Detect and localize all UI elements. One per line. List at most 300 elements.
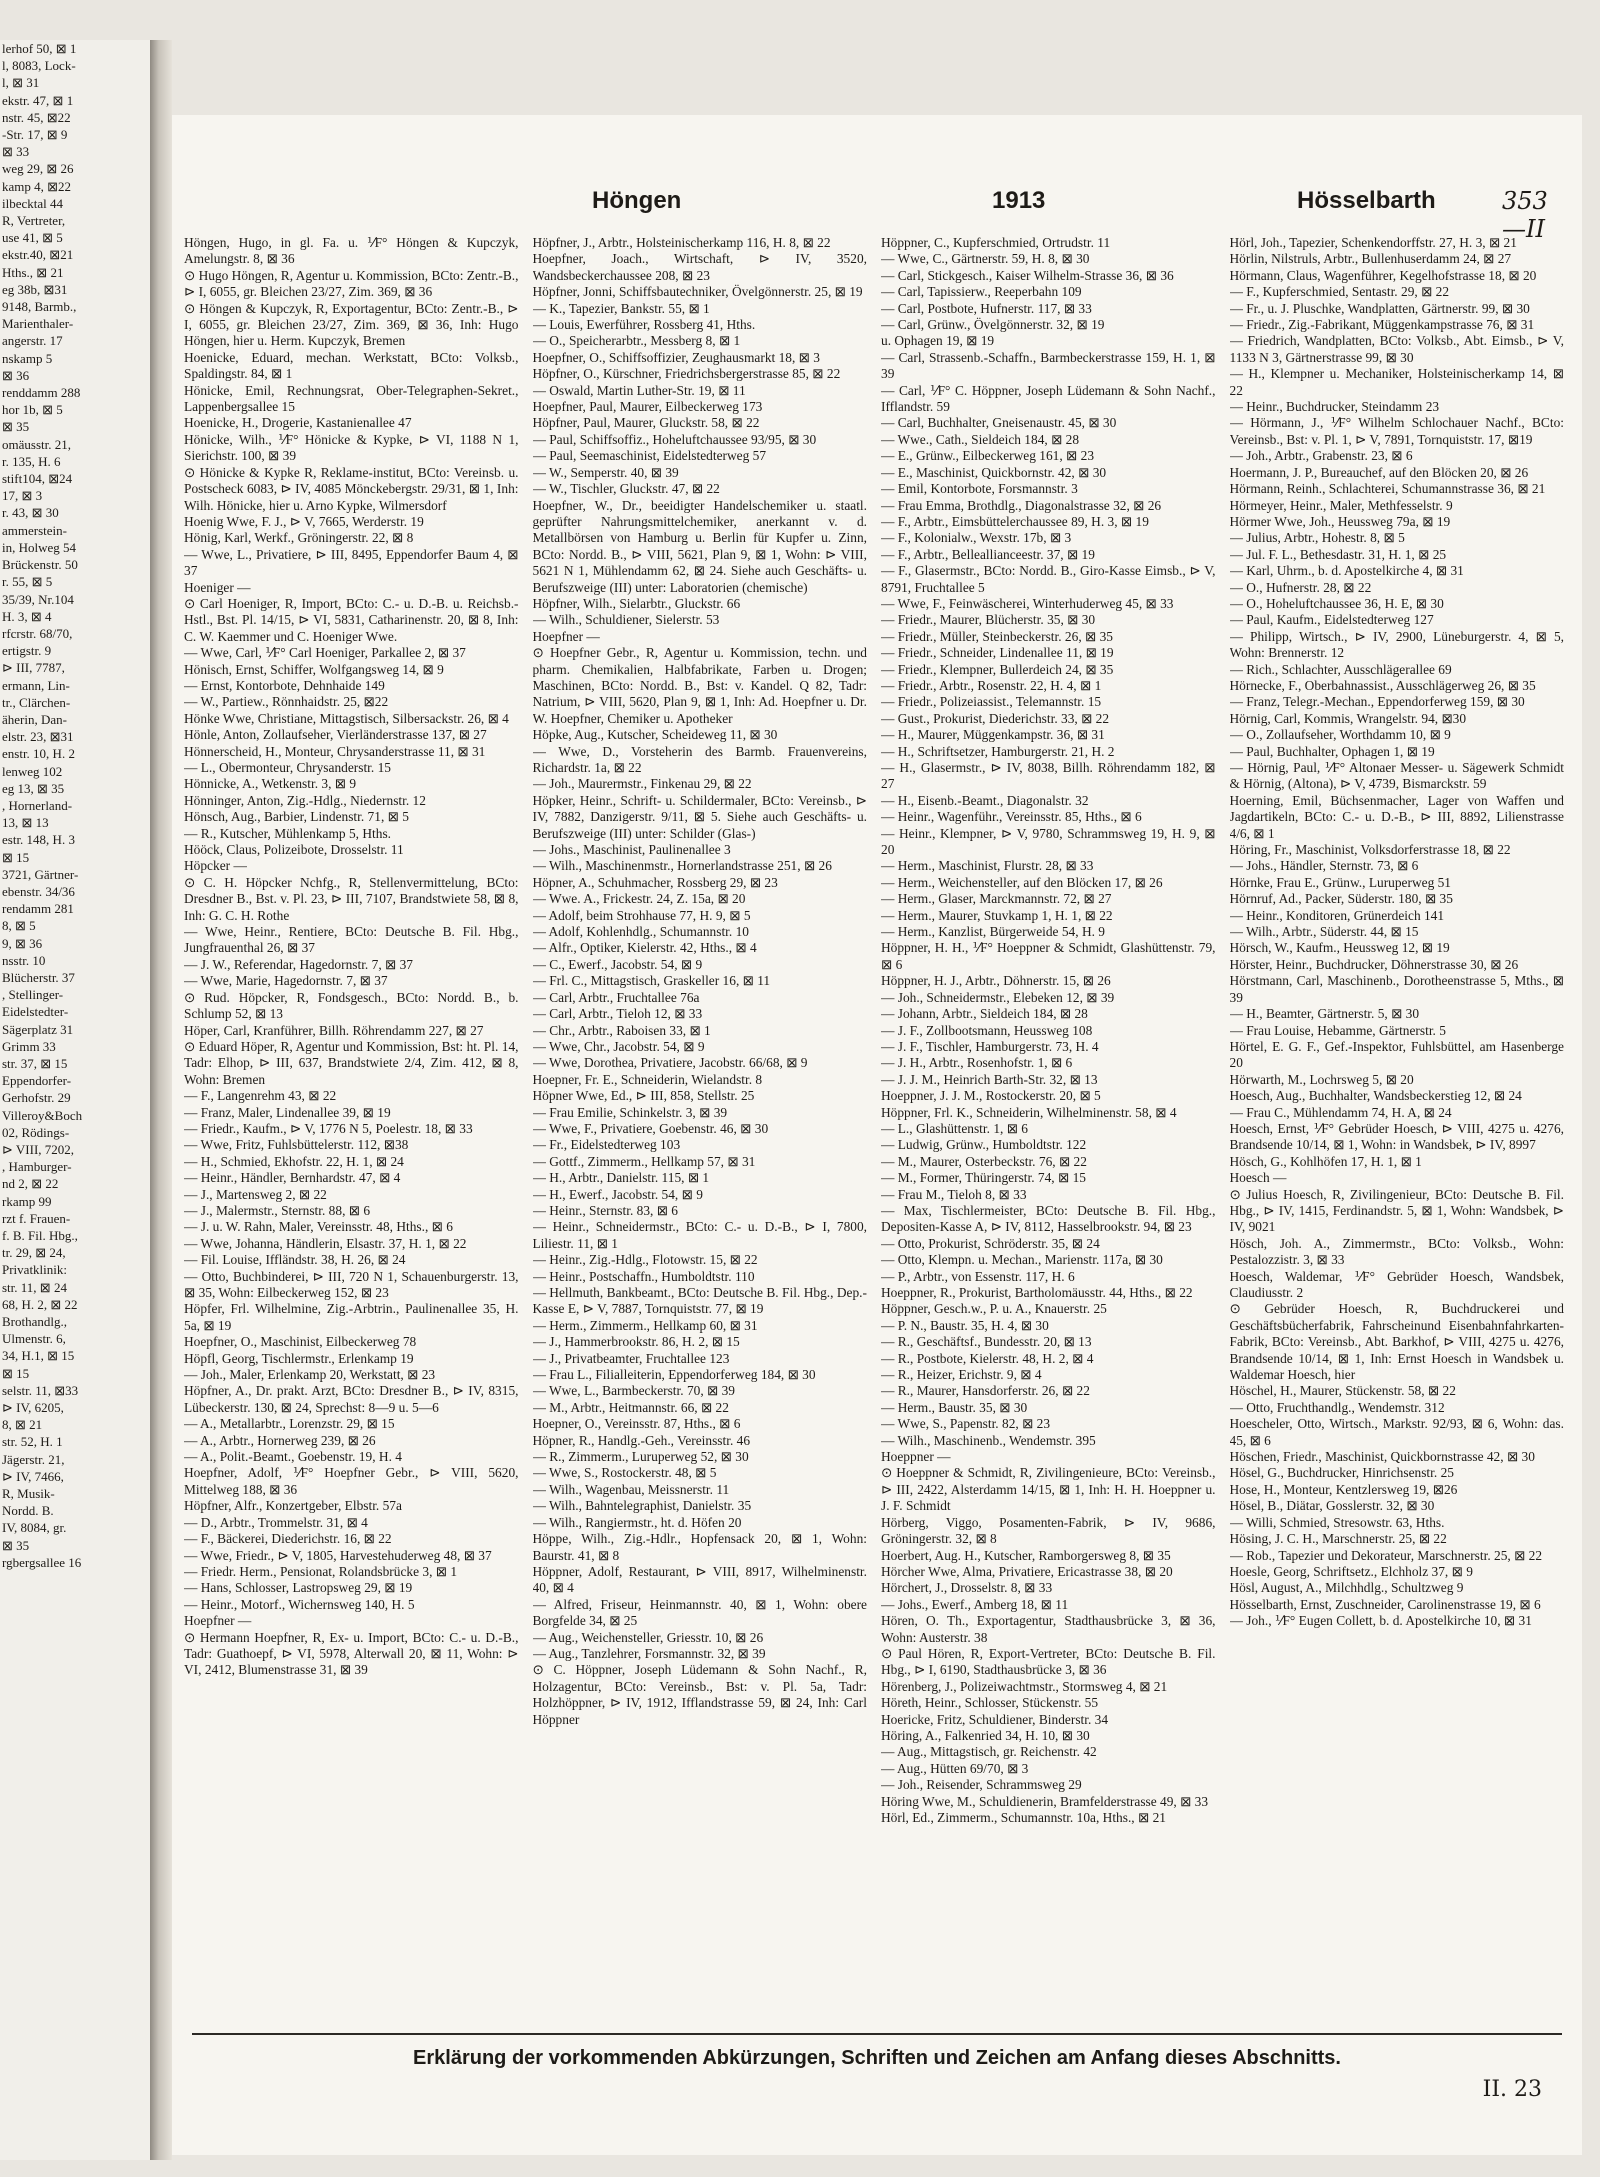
directory-entry: — Heinr., Schneidermstr., BCto: C.- u. D.-B., ⊳ I, 7800, Liliestr. 11, ⊠ 1 bbox=[532, 1219, 867, 1251]
directory-entry: Höring, A., Falkenried 34, H. 10, ⊠ 30 bbox=[881, 1727, 1090, 1743]
directory-entry: Hoermann, J. P., Bureauchef, auf den Blöcken 20, ⊠ 26 bbox=[1229, 464, 1529, 480]
left-page-line: lenweg 102 bbox=[2, 763, 63, 779]
directory-entry: — F., Arbtr., Eimsbüttelerchaussee 89, H. 3, ⊠ 19 bbox=[881, 513, 1149, 529]
directory-entry: Höpfer, Frl. Wilhelmine, Zig.-Arbtrin., Paulinenallee 35, H. 5a, ⊠ 19 bbox=[184, 1301, 519, 1333]
directory-entry: — L., Glashüttenstr. 1, ⊠ 6 bbox=[881, 1120, 1028, 1136]
left-page-line: str. 37, ⊠ 15 bbox=[2, 1055, 68, 1071]
directory-entry: Hörnecke, F., Oberbahnassist., Ausschlägerweg 26, ⊠ 35 bbox=[1229, 677, 1536, 693]
header-year: 1913 bbox=[992, 187, 1046, 214]
left-page-fragment bbox=[0, 40, 152, 2160]
left-page-line: angerstr. 17 bbox=[2, 333, 63, 349]
left-page-line: R, Vertreter, bbox=[2, 213, 66, 229]
directory-entry: Hoesch — bbox=[1229, 1170, 1287, 1186]
directory-entry: — Paul, Buchhalter, Ophagen 1, ⊠ 19 bbox=[1229, 743, 1435, 759]
directory-entry: Hoenig Wwe, F. J., ⊳ V, 7665, Werderstr. 19 bbox=[184, 513, 424, 529]
directory-entry: — Frau L., Filialleiterin, Eppendorferweg 184, ⊠ 30 bbox=[532, 1367, 816, 1383]
directory-entry: Hoesch, Aug., Buchhalter, Wandsbeckerstieg 12, ⊠ 24 bbox=[1229, 1088, 1522, 1104]
directory-entry: u. Ophagen 19, ⊠ 19 bbox=[881, 333, 995, 349]
directory-entry: Hörtel, E. G. F., Gef.-Inspektor, Fuhlsbüttel, am Hasenberge 20 bbox=[1229, 1038, 1564, 1071]
left-page-line: kamp 4, ⊠22 bbox=[2, 178, 72, 194]
directory-entry: — F., Kupferschmied, Sentastr. 29, ⊠ 22 bbox=[1229, 284, 1450, 300]
directory-entry: Höpner, R., Handlg.-Geh., Vereinsstr. 46 bbox=[532, 1432, 751, 1448]
left-page-line: ammerstein- bbox=[2, 522, 67, 538]
directory-entry: — Carl, Buchhalter, Gneisenaustr. 45, ⊠ 30 bbox=[881, 415, 1117, 431]
left-page-line: ertigstr. 9 bbox=[2, 643, 52, 659]
directory-entry: — Aug., Weichensteller, Griesstr. 10, ⊠ 26 bbox=[532, 1629, 764, 1645]
directory-entry: — Alfred, Friseur, Heinmannstr. 40, ⊠ 1, Wohn: obere Borgfelde 34, ⊠ 25 bbox=[532, 1596, 867, 1629]
header-page-number: 353—II bbox=[1502, 187, 1548, 243]
directory-entry: — Johs., Ewerf., Amberg 18, ⊠ 11 bbox=[881, 1596, 1069, 1612]
directory-entry: — Max, Tischlermeister, BCto: Deutsche B. Fil. Hbg., Depositen-Kasse A, ⊳ IV, 8112, Hasselbrookstr. 94, ⊠ 23 bbox=[881, 1202, 1216, 1235]
directory-entry: — Willi, Schmied, Stresowstr. 63, Hths. bbox=[1229, 1514, 1445, 1530]
directory-entry: — Johs., Maschinist, Paulinenallee 3 bbox=[532, 842, 731, 858]
left-page-line: in, Holweg 54 bbox=[2, 539, 77, 555]
directory-entry: — A., Metallarbtr., Lorenzstr. 29, ⊠ 15 bbox=[184, 1416, 395, 1432]
left-page-line: Eppendorfer- bbox=[2, 1073, 72, 1089]
directory-entry: — R., Kutscher, Mühlenkamp 5, Hths. bbox=[184, 825, 391, 841]
directory-entry: — J. F., Tischler, Hamburgerstr. 73, H. 4 bbox=[881, 1038, 1099, 1054]
directory-entry: — H., Maurer, Müggenkampstr. 36, ⊠ 31 bbox=[881, 727, 1105, 743]
directory-entry: Höring Wwe, M., Schuldienerin, Bramfelderstrasse 49, ⊠ 33 bbox=[881, 1793, 1209, 1809]
directory-entry: Höppner, Frl. K., Schneiderin, Wilhelminenstr. 58, ⊠ 4 bbox=[881, 1104, 1177, 1120]
left-page-line: 9, ⊠ 36 bbox=[2, 935, 43, 951]
directory-entry: — Friedr., Klempner, Bullerdeich 24, ⊠ 35 bbox=[881, 661, 1114, 677]
directory-entry: — P. N., Baustr. 35, H. 4, ⊠ 30 bbox=[881, 1317, 1049, 1333]
directory-entry: — Heinr., Motorf., Wichernsweg 140, H. 5 bbox=[184, 1596, 415, 1612]
directory-entry: Hören, O. Th., Exportagentur, Stadthausbrücke 3, ⊠ 36, Wohn: Austerstr. 38 bbox=[881, 1613, 1216, 1645]
header-first-name: Höngen bbox=[592, 187, 682, 214]
directory-entry: Hoepfner, O., Schiffsoffizier, Zeughausmarkt 18, ⊠ 3 bbox=[532, 349, 820, 365]
directory-entry: — P., Arbtr., von Essenstr. 117, H. 6 bbox=[881, 1268, 1075, 1284]
directory-entry: — Julius, Arbtr., Hohestr. 8, ⊠ 5 bbox=[1229, 530, 1405, 546]
left-page-line: Marienthaler- bbox=[2, 316, 74, 332]
directory-entry: — Philipp, Wirtsch., ⊳ IV, 2900, Lüneburgerstr. 4, ⊠ 5, Wohn: Brennerstr. 12 bbox=[1229, 628, 1564, 661]
directory-entry: — Heinr., Buchdrucker, Steindamm 23 bbox=[1229, 399, 1440, 415]
left-page-line: ekstr. 47, ⊠ 1 bbox=[2, 92, 74, 108]
directory-entry: Hoesch, Waldemar, ⅟F° Gebrüder Hoesch, Wandsbek, Claudiusstr. 2 bbox=[1229, 1268, 1564, 1300]
directory-entry: Hönnicke, A., Wetkenstr. 3, ⊠ 9 bbox=[184, 776, 357, 792]
directory-entry: — Adolf, Kohlenhdlg., Schumannstr. 10 bbox=[532, 924, 749, 940]
directory-entry: — Joh., Reisender, Schrammsweg 29 bbox=[881, 1777, 1082, 1793]
left-page-line: ⊳ VIII, 7202, bbox=[2, 1142, 75, 1157]
directory-entry: — Alfr., Optiker, Kielerstr. 42, Hths., ⊠ 4 bbox=[532, 940, 757, 956]
directory-entry: — J. W., Referendar, Hagedornstr. 7, ⊠ 37 bbox=[184, 956, 413, 972]
directory-entry: — Wilh., Schuldiener, Sielerstr. 53 bbox=[532, 612, 720, 628]
directory-entry: — Carl, Strassenb.-Schaffn., Barmbeckerstrasse 159, H. 1, ⊠ 39 bbox=[881, 349, 1216, 382]
directory-entry: — K., Tapezier, Bankstr. 55, ⊠ 1 bbox=[532, 300, 710, 316]
directory-entry: Hönicke, Wilh., ⅟F° Hönicke & Kypke, ⊳ VI, 1188 N 1, Sierichstr. 100, ⊠ 39 bbox=[184, 431, 519, 464]
left-page-line: str. 52, H. 1 bbox=[2, 1434, 63, 1450]
directory-entry: — W., Tischler, Gluckstr. 47, ⊠ 22 bbox=[532, 481, 720, 497]
directory-entry: — Wwe, Chr., Jacobstr. 54, ⊠ 9 bbox=[532, 1038, 705, 1054]
directory-entry: — Paul, Schiffsoffiz., Hoheluftchaussee 93/95, ⊠ 30 bbox=[532, 431, 817, 447]
left-page-line: tr., Clärchen- bbox=[2, 694, 71, 710]
directory-entry: Hörl, Joh., Tapezier, Schenkendorffstr. 27, H. 3, ⊠ 21 bbox=[1229, 235, 1517, 250]
directory-entry: Hönke Wwe, Christiane, Mittagstisch, Silbersackstr. 26, ⊠ 4 bbox=[184, 710, 509, 726]
directory-entry: — Friedr., Zig.-Fabrikant, Müggenkampstrasse 76, ⊠ 31 bbox=[1229, 317, 1535, 333]
directory-entry: — Heinr., Klempner, ⊳ V, 9780, Schrammsweg 19, H. 9, ⊠ 20 bbox=[881, 825, 1216, 858]
directory-entry: — Emil, Kontorbote, Forsmannstr. 3 bbox=[881, 481, 1078, 497]
directory-entry: — R., Zimmerm., Luruperweg 52, ⊠ 30 bbox=[532, 1449, 749, 1465]
directory-entry: — Ernst, Kontorbote, Dehnhaide 149 bbox=[184, 677, 385, 693]
left-page-line: ebenstr. 34/36 bbox=[2, 883, 75, 899]
left-page-line: omäusstr. 21, bbox=[2, 436, 71, 452]
directory-entry: — O., Zollaufseher, Worthdamm 10, ⊠ 9 bbox=[1229, 727, 1451, 743]
left-page-line: weg 29, ⊠ 26 bbox=[2, 161, 74, 177]
directory-entry: Hörstmann, Carl, Maschinenb., Dorotheenstrasse 5, Mths., ⊠ 39 bbox=[1229, 973, 1564, 1005]
directory-entry: — Hörnig, Paul, ⅟F° Altonaer Messer- u. Sägewerk Schmidt & Hörnig, (Altona), ⊳ V, 4739, Bismarckstr. 59 bbox=[1229, 760, 1564, 792]
left-page-line: ⊠ 35 bbox=[2, 419, 30, 435]
left-page-line: 9148, Barmb., bbox=[2, 299, 77, 315]
left-page-line: nstr. 45, ⊠22 bbox=[2, 109, 71, 125]
directory-entry: Hörster, Heinr., Buchdrucker, Döhnerstrasse 30, ⊠ 26 bbox=[1229, 956, 1519, 972]
left-page-line: 02, Rödings- bbox=[2, 1124, 70, 1140]
directory-entry: — Herm., Weichensteller, auf den Blöcken 17, ⊠ 26 bbox=[881, 874, 1163, 890]
directory-entry: — Paul, Kaufm., Eidelstedterweg 127 bbox=[1229, 612, 1434, 628]
left-page-line: 68, H. 2, ⊠ 22 bbox=[2, 1296, 78, 1312]
left-page-line: r. 135, H. 6 bbox=[2, 453, 61, 469]
directory-entry: Hoepner, O., Vereinsstr. 87, Hths., ⊠ 6 bbox=[532, 1416, 741, 1432]
directory-entry: Hönninger, Anton, Zig.-Hdlg., Niedernstr. 12 bbox=[184, 792, 426, 808]
directory-page bbox=[172, 115, 1582, 2155]
directory-entry: — Hans, Schlosser, Lastropsweg 29, ⊠ 19 bbox=[184, 1580, 413, 1596]
left-page-line: renddamm 288 bbox=[2, 385, 81, 401]
directory-entry: ⊙ Paul Hören, R, Export-Vertreter, BCto: Deutsche B. Fil. Hbg., ⊳ I, 6190, Stadthausbrücke 3, ⊠ 36 bbox=[881, 1645, 1216, 1678]
directory-entry: ⊙ C. Höppner, Joseph Lüdemann & Sohn Nachf., R, Holzagentur, BCto: Vereinsb., Bst: v. Pl. 5a, Tadr: Holzhöppner, ⊳ IV, 1912, Ifflandstrasse 59, ⊠ 24, Inh: Carl Höppner bbox=[532, 1662, 867, 1727]
directory-entry: — L., Obermonteur, Chrysanderstr. 15 bbox=[184, 760, 391, 775]
directory-entry: — Rich., Schlachter, Ausschlägerallee 69 bbox=[1229, 661, 1452, 677]
directory-entry: Hoenicke, Eduard, mechan. Werkstatt, BCto: Volksb., Spaldingstr. 84, ⊠ 1 bbox=[184, 349, 519, 382]
directory-entry: — J., Hammerbrookstr. 86, H. 2, ⊠ 15 bbox=[532, 1334, 740, 1350]
directory-entry: — Wilh., Bahntelegraphist, Danielstr. 35 bbox=[532, 1498, 752, 1514]
directory-entry: Höpfner, Wilh., Sielarbtr., Gluckstr. 66 bbox=[532, 595, 741, 611]
left-page-line: äherin, Dan- bbox=[2, 711, 67, 727]
directory-entry: Hörnig, Carl, Kommis, Wrangelstr. 94, ⊠30 bbox=[1229, 710, 1467, 726]
directory-entry: — Wwe, D., Vorsteherin des Barmb. Frauenvereins, Richardstr. 1a, ⊠ 22 bbox=[532, 743, 867, 775]
left-page-line: 8, ⊠ 21 bbox=[2, 1417, 43, 1433]
directory-entry: — Friedr., Polizeiassist., Telemannstr. 15 bbox=[881, 694, 1102, 710]
directory-entry: ⊙ Gebrüder Hoesch, R, Buchdruckerei und Geschäftsbücherfabrik, Fahrscheinund Eisenbahnfahrkarten-Fabrik, BCto: Vereinsb., Abt. Barkhof, ⊳ VIII, 4275 u. 4276, Brandsende 10/14, ⊠ 1, Inh: Ernst Hoesch in Wandsbek u. Waldemar Hoesch, hier bbox=[1229, 1301, 1564, 1383]
directory-entry: — R., Postbote, Kielerstr. 48, H. 2, ⊠ 4 bbox=[881, 1350, 1094, 1366]
directory-entry: Höppner, H. H., ⅟F° Hoeppner & Schmidt, Glashüttenstr. 79, ⊠ 6 bbox=[881, 940, 1216, 972]
left-page-line: IV, 8084, gr. bbox=[2, 1520, 67, 1536]
directory-entry: — M., Maurer, Osterbeckstr. 76, ⊠ 22 bbox=[881, 1153, 1087, 1169]
directory-entry: — Frau Emma, Brothdlg., Diagonalstrasse 32, ⊠ 26 bbox=[881, 497, 1162, 513]
directory-entry: — J., Malermstr., Sternstr. 88, ⊠ 6 bbox=[184, 1202, 371, 1218]
directory-entry: — Wwe, S., Rostockerstr. 48, ⊠ 5 bbox=[532, 1465, 717, 1481]
column-1 bbox=[184, 235, 519, 2025]
directory-entry: ⊙ Hönicke & Kypke R, Reklame-institut, BCto: Vereinsb. u. Postscheck 6083, ⊳ IV, 4085 Mönckebergstr. 29/31, ⊠ 1, Inh: Wilh. Hönicke, hier u. Arno Kypke, Wilmersdorf bbox=[184, 464, 519, 513]
directory-entry: — Otto, Prokurist, Schröderstr. 35, ⊠ 24 bbox=[881, 1235, 1100, 1251]
directory-entry: — Wilh., Maschinenmstr., Hornerlandstrasse 251, ⊠ 26 bbox=[532, 858, 832, 874]
directory-entry: Hörlin, Nilstruls, Arbtr., Bullenhuserdamm 24, ⊠ 27 bbox=[1229, 251, 1512, 267]
left-page-line: f. B. Fil. Hbg., bbox=[2, 1228, 78, 1244]
directory-entry: Hoesch, Ernst, ⅟F° Gebrüder Hoesch, ⊳ VIII, 4275 u. 4276, Brandsende 10/14, ⊠ 1, Wohn: in Wandsbek, ⊳ IV, 8997 bbox=[1229, 1120, 1564, 1153]
directory-entry: — Wwe, Heinr., Rentiere, BCto: Deutsche B. Fil. Hbg., Jungfrauenthal 26, ⊠ 37 bbox=[184, 924, 519, 956]
directory-entry: Hösselbarth, Ernst, Zuschneider, Carolinenstrasse 19, ⊠ 6 bbox=[1229, 1596, 1541, 1612]
directory-entry: — Heinr., Postschaffn., Humboldtstr. 110 bbox=[532, 1268, 755, 1284]
directory-entry: — Frau C., Mühlendamm 74, H. A, ⊠ 24 bbox=[1229, 1104, 1452, 1120]
left-page-line: selstr. 11, ⊠33 bbox=[2, 1382, 79, 1398]
directory-entry: ⊙ C. H. Höpcker Nchfg., R, Stellenvermittelung, BCto: Dresdner B., Bst. v. Pl. 23, ⊳ III, 7107, Brandstwiete 58, ⊠ 8, Inh: G. C. H. Rothe bbox=[184, 874, 519, 923]
directory-entry: Höring, Fr., Maschinist, Volksdorferstrasse 18, ⊠ 22 bbox=[1229, 842, 1511, 858]
left-page-line: hor 1b, ⊠ 5 bbox=[2, 402, 63, 418]
left-page-line: , Stellinger- bbox=[2, 987, 64, 1003]
directory-entry: — R., Geschäftsf., Bundesstr. 20, ⊠ 13 bbox=[881, 1334, 1092, 1350]
directory-entry: — H., Glasermstr., ⊳ IV, 8038, Billh. Röhrendamm 182, ⊠ 27 bbox=[881, 760, 1216, 792]
directory-entry: — Aug., Tanzlehrer, Forsmannstr. 32, ⊠ 39 bbox=[532, 1645, 766, 1661]
directory-entry: — Joh., Arbtr., Grabenstr. 23, ⊠ 6 bbox=[1229, 448, 1413, 464]
directory-entry: Hoepner, Fr. E., Schneiderin, Wielandstr. 8 bbox=[532, 1071, 763, 1087]
left-page-line: Hths., ⊠ 21 bbox=[2, 264, 64, 280]
left-page-line: Nordd. B. bbox=[2, 1503, 54, 1519]
directory-entry: — Joh., ⅟F° Eugen Collett, b. d. Apostelkirche 10, ⊠ 31 bbox=[1229, 1613, 1532, 1629]
directory-entry: — O., Hoheluftchaussee 36, H. E, ⊠ 30 bbox=[1229, 595, 1444, 611]
directory-entry: — Herm., Maurer, Stuvkamp 1, H. 1, ⊠ 22 bbox=[881, 907, 1113, 923]
directory-entry: — Herm., Zimmerm., Hellkamp 60, ⊠ 31 bbox=[532, 1317, 758, 1333]
directory-entry: Höreth, Heinr., Schlosser, Stückenstr. 55 bbox=[881, 1695, 1099, 1711]
directory-entry: Höschen, Friedr., Maschinist, Quickbornstrasse 42, ⊠ 30 bbox=[1229, 1449, 1535, 1465]
directory-entry: — Wwe. A., Frickestr. 24, Z. 15a, ⊠ 20 bbox=[532, 891, 746, 907]
directory-entry: — Karl, Uhrm., b. d. Apostelkirche 4, ⊠ 31 bbox=[1229, 563, 1464, 579]
directory-entry: — Paul, Seemaschinist, Eidelstedterweg 57 bbox=[532, 448, 767, 464]
left-page-line: eg 13, ⊠ 35 bbox=[2, 780, 65, 796]
left-page-line: rgbergsallee 16 bbox=[2, 1554, 82, 1570]
left-page-line: enstr. 10, H. 2 bbox=[2, 746, 75, 762]
directory-entry: Höper, Carl, Kranführer, Billh. Röhrendamm 227, ⊠ 27 bbox=[184, 1022, 484, 1038]
directory-entry: — Wilh., Wagenbau, Meissnerstr. 11 bbox=[532, 1481, 730, 1497]
left-page-line: stift104, ⊠24 bbox=[2, 471, 73, 487]
directory-entry: — Fil. Louise, Iffländstr. 38, H. 26, ⊠ 24 bbox=[184, 1252, 406, 1268]
directory-entry: — Carl, Arbtr., Tieloh 12, ⊠ 33 bbox=[532, 1006, 703, 1022]
directory-entry: — F., Langenrehm 43, ⊠ 22 bbox=[184, 1088, 337, 1104]
directory-entry: — Wilh., Arbtr., Süderstr. 44, ⊠ 15 bbox=[1229, 924, 1419, 940]
directory-entry: Hörenberg, J., Polizeiwachtmstr., Stormsweg 4, ⊠ 21 bbox=[881, 1678, 1168, 1694]
left-page-line: str. 11, ⊠ 24 bbox=[2, 1279, 67, 1295]
left-page-line: ⊠ 36 bbox=[2, 367, 30, 383]
directory-entry: Hörnruf, Ad., Packer, Süderstr. 180, ⊠ 35 bbox=[1229, 891, 1453, 907]
directory-entry: Hörcher Wwe, Alma, Privatiere, Ericastrasse 38, ⊠ 20 bbox=[881, 1563, 1173, 1579]
left-page-line: Ulmenstr. 6, bbox=[2, 1331, 66, 1347]
left-page-line: nsstr. 10 bbox=[2, 952, 46, 968]
directory-entry: — M., Former, Thüringerstr. 74, ⊠ 15 bbox=[881, 1170, 1086, 1186]
directory-entry: Hoescheler, Otto, Wirtsch., Markstr. 92/93, ⊠ 6, Wohn: das. 45, ⊠ 6 bbox=[1229, 1416, 1564, 1448]
directory-entry: Hörmann, Reinh., Schlachterei, Schumannstrasse 36, ⊠ 21 bbox=[1229, 481, 1546, 497]
directory-entry: Höpfner, Alfr., Konzertgeber, Elbstr. 57a bbox=[184, 1498, 402, 1514]
left-page-line: R, Musik- bbox=[2, 1486, 55, 1502]
directory-entry: — Wwe., Cath., Sieldeich 184, ⊠ 28 bbox=[881, 431, 1080, 447]
left-page-line: ⊳ IV, 6205, bbox=[2, 1400, 64, 1416]
directory-entry: — J. F., Zollbootsmann, Heussweg 108 bbox=[881, 1022, 1093, 1038]
directory-entry: — Wwe, Carl, ⅟F° Carl Hoeniger, Parkallee 2, ⊠ 37 bbox=[184, 645, 466, 661]
directory-entry: Hoepfner, Adolf, ⅟F° Hoepfner Gebr., ⊳ VIII, 5620, Mittelweg 188, ⊠ 36 bbox=[184, 1465, 519, 1497]
directory-entry: — Wilh., Maschinenb., Wendemstr. 395 bbox=[881, 1432, 1096, 1448]
left-page-line: 34, H.1, ⊠ 15 bbox=[2, 1348, 75, 1364]
directory-entry: Hösing, J. C. H., Marschnerstr. 25, ⊠ 22 bbox=[1229, 1531, 1447, 1547]
directory-entry: — C., Ewerf., Jacobstr. 54, ⊠ 9 bbox=[532, 956, 703, 972]
directory-entry: Hörmeyer, Heinr., Maler, Methfesselstr. 9 bbox=[1229, 497, 1453, 513]
directory-entry: — Gottf., Zimmerm., Hellkamp 57, ⊠ 31 bbox=[532, 1153, 756, 1169]
left-page-line: ⊳ IV, 7466, bbox=[2, 1468, 64, 1484]
left-page-line: 17, ⊠ 3 bbox=[2, 488, 43, 504]
left-page-line: l, ⊠ 31 bbox=[2, 75, 40, 91]
left-page-line: ekstr.40, ⊠21 bbox=[2, 247, 74, 263]
left-page-line: l, 8083, Lock- bbox=[2, 58, 76, 74]
left-page-line: Jägerstr. 21, bbox=[2, 1451, 65, 1467]
left-page-line: 13, ⊠ 13 bbox=[2, 815, 49, 831]
directory-entry: Hörwarth, M., Lochrsweg 5, ⊠ 20 bbox=[1229, 1071, 1414, 1087]
directory-entry: — Otto, Klempn. u. Mechan., Marienstr. 117a, ⊠ 30 bbox=[881, 1252, 1163, 1268]
book-gutter bbox=[150, 40, 172, 2160]
directory-entry: — Friedr., Müller, Steinbeckerstr. 26, ⊠ 35 bbox=[881, 628, 1113, 644]
column-2 bbox=[533, 235, 868, 2025]
directory-entry: Hönle, Anton, Zollaufseher, Vierländerstrasse 137, ⊠ 27 bbox=[184, 727, 487, 743]
directory-entry: Höpcker — bbox=[184, 858, 247, 874]
directory-entry: — Carl, Arbtr., Fruchtallee 76a bbox=[532, 989, 700, 1005]
directory-entry: Hoerbert, Aug. H., Kutscher, Ramborgersweg 8, ⊠ 35 bbox=[881, 1547, 1171, 1563]
left-page-line: ⊠ 35 bbox=[2, 1537, 30, 1553]
directory-entry: — Wwe, F., Privatiere, Goebenstr. 46, ⊠ 30 bbox=[532, 1120, 769, 1136]
directory-entry: — H., Klempner u. Mechaniker, Holsteinischerkamp 14, ⊠ 22 bbox=[1229, 366, 1564, 398]
directory-entry: Höpner, A., Schuhmacher, Rossberg 29, ⊠ 23 bbox=[532, 874, 778, 890]
directory-entry: — Friedr., Schneider, Lindenallee 11, ⊠ 19 bbox=[881, 645, 1114, 661]
directory-entry: — J. J. M., Heinrich Barth-Str. 32, ⊠ 13 bbox=[881, 1071, 1098, 1087]
directory-entry: Hoepfner, O., Maschinist, Eilbeckerweg 78 bbox=[184, 1334, 417, 1350]
directory-entry: — Joh., Maurermstr., Finkenau 29, ⊠ 22 bbox=[532, 776, 752, 792]
directory-entry: — J., Martensweg 2, ⊠ 22 bbox=[184, 1186, 327, 1202]
directory-entry: Hösch, G., Kohlhöfen 17, H. 1, ⊠ 1 bbox=[1229, 1153, 1422, 1169]
directory-entry: — Carl, Tapissierw., Reeperbahn 109 bbox=[881, 284, 1082, 300]
directory-entry: — Carl, Grünw., Övelgönnerstr. 32, ⊠ 19 bbox=[881, 317, 1105, 333]
directory-entry: Höppner, Gesch.w., P. u. A., Knauerstr. 25 bbox=[881, 1301, 1107, 1317]
directory-entry: Hörmer Wwe, Joh., Heussweg 79a, ⊠ 19 bbox=[1229, 513, 1451, 529]
left-page-line: Sägerplatz 31 bbox=[2, 1021, 74, 1037]
directory-entry: — R., Heizer, Erichstr. 9, ⊠ 4 bbox=[881, 1367, 1042, 1383]
directory-entry: — H., Schriftsetzer, Hamburgerstr. 21, H. 2 bbox=[881, 743, 1115, 759]
directory-entry: — Wwe, Marie, Hagedornstr. 7, ⊠ 37 bbox=[184, 973, 388, 989]
directory-entry: — Fr., u. J. Pluschke, Wandplatten, Gärtnerstr. 99, ⊠ 30 bbox=[1229, 300, 1530, 316]
directory-entry: — A., Polit.-Beamt., Goebenstr. 19, H. 4 bbox=[184, 1449, 402, 1465]
left-page-line: eg 38b, ⊠31 bbox=[2, 281, 68, 297]
left-page-line: Eidelstedter- bbox=[2, 1004, 69, 1020]
directory-entry: Hösch, Joh. A., Zimmermstr., BCto: Volksb., Wohn: Pestalozzistr. 3, ⊠ 33 bbox=[1229, 1235, 1564, 1268]
directory-entry: Hoeppner, J. J. M., Rostockerstr. 20, ⊠ 5 bbox=[881, 1088, 1101, 1104]
directory-entry: Höpfner, O., Kürschner, Friedrichsbergerstrasse 85, ⊠ 22 bbox=[532, 366, 841, 382]
directory-entry: — Oswald, Martin Luther-Str. 19, ⊠ 11 bbox=[532, 382, 746, 398]
directory-entry: ⊙ Julius Hoesch, R, Zivilingenieur, BCto: Deutsche B. Fil. Hbg., ⊳ IV, 1415, Ferdinandstr. 5, ⊠ 1, Wohn: Wandsbek, ⊳ IV, 9021 bbox=[1229, 1186, 1564, 1235]
entry-columns bbox=[184, 235, 1564, 2025]
left-page-line: Privatklinik: bbox=[2, 1262, 67, 1278]
left-page-line: rzt f. Frauen- bbox=[2, 1210, 71, 1226]
left-page-line: nd 2, ⊠ 22 bbox=[2, 1176, 59, 1192]
left-page-line: 3721, Gärtner- bbox=[2, 866, 79, 882]
directory-entry: Höpker, Heinr., Schrift- u. Schildermaler, BCto: Vereinsb., ⊳ IV, 7882, Danzigerstr. 9/11, ⊠ 5. Siehe auch Geschäfts- u. Berufszweige (III) unter: Schilder (Glas-) bbox=[532, 792, 867, 841]
directory-entry: Höpfner, J., Arbtr., Holsteinischerkamp 116, H. 8, ⊠ 22 bbox=[532, 235, 831, 250]
directory-entry: Hösel, G., Buchdrucker, Hinrichsenstr. 25 bbox=[1229, 1465, 1454, 1481]
left-page-line: Grimm 33 bbox=[2, 1038, 56, 1054]
directory-entry: — J. H., Arbtr., Rosenhofstr. 1, ⊠ 6 bbox=[881, 1055, 1073, 1071]
directory-entry: — E., Grünw., Eilbeckerweg 161, ⊠ 23 bbox=[881, 448, 1095, 464]
left-page-line: Villeroy&Boch bbox=[2, 1107, 83, 1123]
directory-entry: — Herm., Kanzlist, Bürgerweide 54, H. 9 bbox=[881, 924, 1105, 940]
directory-entry: — H., Beamter, Gärtnerstr. 5, ⊠ 30 bbox=[1229, 1006, 1420, 1022]
directory-entry: Hoepfner — bbox=[184, 1613, 252, 1629]
left-page-line: tr. 29, ⊠ 24, bbox=[2, 1245, 66, 1261]
directory-entry: Höpner Wwe, Ed., ⊳ III, 858, Stellstr. 25 bbox=[532, 1088, 755, 1104]
directory-entry: — W., Partiew., Rönnhaidstr. 25, ⊠22 bbox=[184, 694, 389, 710]
directory-entry: — Frau Louise, Hebamme, Gärtnerstr. 5 bbox=[1229, 1022, 1446, 1038]
directory-entry: — Otto, Buchbinderei, ⊳ III, 720 N 1, Schauenburgerstr. 13, ⊠ 35, Wohn: Eilbeckerweg 152, ⊠ 23 bbox=[184, 1268, 519, 1300]
left-page-line: 8, ⊠ 5 bbox=[2, 918, 36, 934]
directory-entry: ⊙ Höngen & Kupczyk, R, Exportagentur, BCto: Zentr.-B., ⊳ I, 6055, gr. Bleichen 23/27, Zim. 369, ⊠ 36, Inh: Hugo Höngen, hier u. Herm. Kupczyk, Bremen bbox=[184, 300, 519, 349]
directory-entry: ⊙ Eduard Höper, R, Agentur und Kommission, Bst: ht. Pl. 14, Tadr: Elhop, ⊳ III, 637, Brandstwiete 2/4, Zim. 412, ⊠ 8, Wohn: Bremen bbox=[184, 1038, 519, 1087]
directory-entry: Hörberg, Viggo, Posamenten-Fabrik, ⊳ IV, 9686, Gröningerstr. 32, ⊠ 8 bbox=[881, 1514, 1216, 1547]
directory-entry: — Johs., Händler, Sternstr. 73, ⊠ 6 bbox=[1229, 858, 1419, 874]
left-page-line: , Hornerland- bbox=[2, 797, 73, 813]
footer-page-number: II. 23 bbox=[1482, 2077, 1542, 2102]
footer-divider bbox=[192, 2033, 1562, 2035]
directory-entry: Höpfl, Georg, Tischlermstr., Erlenkamp 19 bbox=[184, 1350, 414, 1366]
directory-entry: — Herm., Glaser, Marckmannstr. 72, ⊠ 27 bbox=[881, 891, 1112, 907]
directory-entry: Hoepfner, Joach., Wirtschaft, ⊳ IV, 3520, Wandsbeckerchaussee 208, ⊠ 23 bbox=[532, 251, 867, 283]
left-page-line: Brothandlg., bbox=[2, 1314, 67, 1330]
directory-entry: Hörmann, Claus, Wagenführer, Kegelhofstrasse 18, ⊠ 20 bbox=[1229, 267, 1537, 283]
directory-entry: — Fr., Eidelstedterweg 103 bbox=[532, 1137, 681, 1153]
directory-entry: ⊙ Hoepfner Gebr., R, Agentur u. Kommission, techn. und pharm. Chemikalien, Halbfabrikate, Farben u. Drogen; Maschinen, BCto: Nordd. B., Bst: v. Kandel. Q 82, Tadr: Natrium, ⊳ VIII, 5620, Plan 9, ⊠ 1, Inh: Ad. Hoepfner u. Dr. W. Hoepfner, Chemiker u. Apotheker bbox=[532, 645, 867, 726]
left-page-line: r. 43, ⊠ 30 bbox=[2, 505, 59, 521]
left-page-line: ermann, Lin- bbox=[2, 677, 70, 693]
directory-entry: Hösl, August, A., Milchhdlg., Schultzweg 9 bbox=[1229, 1580, 1464, 1596]
left-page-line: rkamp 99 bbox=[2, 1193, 52, 1209]
directory-entry: — Carl, ⅟F° C. Höppner, Joseph Lüdemann & Sohn Nachf., Ifflandstr. 59 bbox=[881, 382, 1216, 415]
left-page-line: H. 3, ⊠ 4 bbox=[2, 608, 52, 624]
directory-entry: Höschel, H., Maurer, Stückenstr. 58, ⊠ 22 bbox=[1229, 1383, 1456, 1399]
directory-entry: — E., Maschinist, Quickbornstr. 42, ⊠ 30 bbox=[881, 464, 1107, 480]
directory-entry: — Wwe, Johanna, Händlerin, Elsastr. 37, H. 1, ⊠ 22 bbox=[184, 1235, 467, 1251]
directory-entry: — Friedrich, Wandplatten, BCto: Volksb., Abt. Eimsb., ⊳ V, 1133 N 3, Gärtnerstrasse 99, ⊠ 30 bbox=[1229, 333, 1564, 365]
directory-entry: Hose, H., Monteur, Kentzlersweg 19, ⊠26 bbox=[1229, 1481, 1458, 1497]
directory-entry: Hoepfner, Paul, Maurer, Eilbeckerweg 173 bbox=[532, 399, 763, 415]
directory-entry: Hoeppner — bbox=[881, 1449, 951, 1465]
directory-entry: ⊙ Hermann Hoepfner, R, Ex- u. Import, BCto: C.- u. D.-B., Tadr: Guathoepf, ⊳ VI, 5978, Alterwall 20, ⊠ 11, Wohn: ⊳ VI, 2412, Blumenstrasse 31, ⊠ 39 bbox=[184, 1629, 519, 1678]
directory-entry: — Ludwig, Grünw., Humboldtstr. 122 bbox=[881, 1137, 1087, 1153]
directory-entry: — F., Bäckerei, Diederichstr. 16, ⊠ 22 bbox=[184, 1531, 392, 1547]
directory-entry: — Friedr., Maurer, Blücherstr. 35, ⊠ 30 bbox=[881, 612, 1096, 628]
directory-entry: Hösel, B., Diätar, Gosslerstr. 32, ⊠ 30 bbox=[1229, 1498, 1435, 1514]
left-page-line: use 41, ⊠ 5 bbox=[2, 230, 63, 246]
directory-entry: — R., Maurer, Hansdorferstr. 26, ⊠ 22 bbox=[881, 1383, 1090, 1399]
directory-entry: Hööck, Claus, Polizeibote, Drosselstr. 11 bbox=[184, 842, 404, 858]
directory-entry: — Otto, Fruchthandlg., Wendemstr. 312 bbox=[1229, 1399, 1445, 1415]
directory-entry: — H., Schmied, Ekhofstr. 22, H. 1, ⊠ 24 bbox=[184, 1153, 404, 1169]
directory-entry: — D., Arbtr., Trommelstr. 31, ⊠ 4 bbox=[184, 1514, 368, 1530]
directory-entry: Höppe, Wilh., Zig.-Hdlr., Hopfensack 20, ⊠ 1, Wohn: Baurstr. 41, ⊠ 8 bbox=[532, 1531, 867, 1563]
left-page-line: 35/39, Nr.104 bbox=[2, 591, 74, 607]
directory-entry: — O., Hufnerstr. 28, ⊠ 22 bbox=[1229, 579, 1372, 595]
left-page-line: lerhof 50, ⊠ 1 bbox=[2, 41, 77, 56]
header-last-name: Hösselbarth bbox=[1297, 187, 1436, 214]
directory-entry: — Heinr., Wagenführ., Vereinsstr. 85, Hths., ⊠ 6 bbox=[881, 809, 1142, 825]
left-page-line: ⊳ III, 7787, bbox=[2, 660, 65, 676]
directory-entry: Höppner, H. J., Arbtr., Döhnerstr. 15, ⊠ 26 bbox=[881, 973, 1111, 989]
directory-entry: — Wwe, Dorothea, Privatiere, Jacobstr. 66/68, ⊠ 9 bbox=[532, 1055, 808, 1071]
column-3 bbox=[881, 235, 1216, 2025]
directory-entry: — W., Semperstr. 40, ⊠ 39 bbox=[532, 464, 679, 480]
directory-entry: — Chr., Arbtr., Raboisen 33, ⊠ 1 bbox=[532, 1022, 711, 1038]
column-4 bbox=[1230, 235, 1565, 2025]
directory-entry: — Heinr., Händler, Bernhardstr. 47, ⊠ 4 bbox=[184, 1170, 401, 1186]
directory-entry: — Carl, Postbote, Hufnerstr. 117, ⊠ 33 bbox=[881, 300, 1092, 316]
